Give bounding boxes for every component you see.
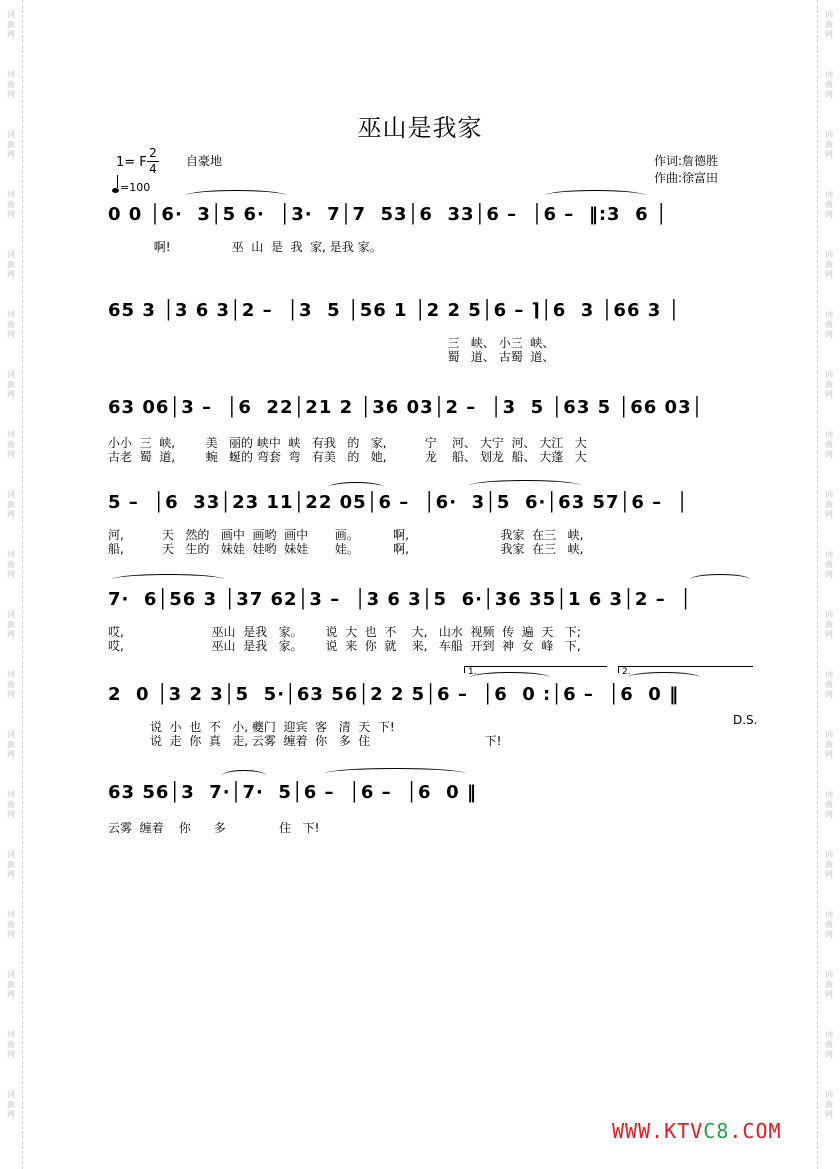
watermark-char: 曲 [7, 680, 15, 689]
watermark-char: 曲 [825, 1100, 833, 1109]
watermark-char: 网 [825, 210, 833, 219]
watermark-char: 曲 [825, 620, 833, 629]
watermark-char: 词 [825, 670, 833, 679]
watermark-char: 网 [825, 150, 833, 159]
watermark-char: 曲 [825, 800, 833, 809]
watermark-char: 曲 [825, 140, 833, 149]
watermark-char: 词 [825, 190, 833, 199]
slur-mark [112, 574, 224, 585]
watermark-char: 曲 [7, 500, 15, 509]
watermark-char: 词 [825, 790, 833, 799]
slur-mark [186, 190, 286, 201]
watermark-char: 曲 [825, 680, 833, 689]
watermark-char: 网 [7, 1050, 15, 1059]
notation-line: 65 3 │3 6 3│2 – │3 5 │56 1 │2 2 5│6 – ⌉│6 3 │66 3 │ [108, 300, 681, 321]
watermark-char: 网 [825, 90, 833, 99]
watermark-char: 曲 [7, 920, 15, 929]
watermark-char: 网 [825, 30, 833, 39]
time-signature-bottom: 4 [149, 162, 157, 176]
notation-line: 5 – │6 33│23 11│22 05│6 – │6· 3│5 6·│63 57│6 – │ [108, 492, 689, 513]
lyrics-verse-1: 小小 三 峡, 美 丽的 峡中 峡 有我 的 家, 宁 河、 大宁 河、 大江 大 [108, 436, 587, 450]
time-signature-top: 2 [149, 146, 157, 160]
watermark-char: 词 [7, 670, 15, 679]
song-title: 巫山是我家 [357, 114, 483, 142]
watermark-char: 曲 [7, 560, 15, 569]
site-name-part-c: .COM [729, 1119, 782, 1143]
watermark-char: 曲 [7, 1100, 15, 1109]
watermark-char: 曲 [825, 440, 833, 449]
lyrics-verse-1: 哎, 巫山 是我 家。 说 大 也 不 大, 山水 视频 传 遍 天 下; [108, 625, 581, 639]
watermark-char: 词 [7, 790, 15, 799]
watermark-char: 词 [825, 250, 833, 259]
slur-mark [470, 672, 550, 683]
lyrics-verse-2: 哎, 巫山 是我 家。 说 来 你 就 来, 车船 开到 神 女 峰 下, [108, 639, 581, 653]
volta-2-label: 2. [622, 667, 631, 677]
watermark-char: 词 [825, 1030, 833, 1039]
watermark-char: 曲 [825, 200, 833, 209]
watermark-char: 曲 [7, 860, 15, 869]
lyrics-verse-1: 啊! 巫 山 是 我 家, 是我 家。 [108, 240, 382, 254]
key-signature: 1= F [116, 155, 147, 170]
watermark-char: 词 [825, 610, 833, 619]
volta-bracket-1 [464, 666, 607, 677]
lyrics-verse-2: 蜀 道、 古蜀 道、 [108, 350, 555, 364]
watermark-char: 词 [825, 730, 833, 739]
watermark-char: 网 [7, 270, 15, 279]
watermark-char: 曲 [7, 800, 15, 809]
volta-bracket-2 [618, 666, 753, 677]
watermark-char: 曲 [825, 560, 833, 569]
watermark-char: 网 [7, 450, 15, 459]
watermark-char: 曲 [7, 440, 15, 449]
watermark-char: 网 [7, 930, 15, 939]
time-signature [147, 147, 159, 176]
watermark-char: 曲 [825, 80, 833, 89]
watermark-char: 词 [825, 10, 833, 19]
watermark-char: 网 [825, 330, 833, 339]
watermark-char: 网 [7, 870, 15, 879]
watermark-char: 网 [7, 510, 15, 519]
watermark-char: 曲 [825, 500, 833, 509]
watermark-char: 网 [825, 390, 833, 399]
watermark-char: 网 [825, 690, 833, 699]
watermark-char: 网 [825, 450, 833, 459]
watermark-char: 词 [825, 1090, 833, 1099]
lyricist-credit: 作词:詹德胜 [654, 154, 719, 168]
watermark-char: 词 [825, 970, 833, 979]
slur-mark [690, 574, 750, 585]
volta-1-label: 1. [468, 667, 477, 677]
watermark-char: 曲 [7, 80, 15, 89]
watermark-char: 词 [7, 550, 15, 559]
watermark-char: 曲 [7, 740, 15, 749]
watermark-char: 网 [825, 1110, 833, 1119]
slur-mark [470, 480, 580, 491]
composer-credit: 作曲:徐富田 [654, 171, 719, 185]
dal-segno-mark: D.S. [733, 713, 758, 727]
watermark-char: 网 [7, 150, 15, 159]
lyrics-verse-2: 古老 蜀 道, 蜿 蜒的 弯套 弯 有美 的 她, 龙 船、 划龙 船、 大蓬 大 [108, 450, 587, 464]
watermark-char: 曲 [7, 980, 15, 989]
watermark-char: 词 [7, 10, 15, 19]
watermark-char: 曲 [825, 380, 833, 389]
watermark-char: 词 [7, 70, 15, 79]
watermark-char: 网 [7, 690, 15, 699]
watermark-char: 网 [825, 870, 833, 879]
watermark-char: 网 [825, 750, 833, 759]
watermark-char: 词 [7, 190, 15, 199]
slur-mark [222, 770, 266, 781]
watermark-char: 曲 [825, 920, 833, 929]
watermark-char: 词 [7, 1090, 15, 1099]
watermark-char: 网 [7, 630, 15, 639]
watermark-char: 网 [7, 570, 15, 579]
watermark-char: 词 [825, 910, 833, 919]
watermark-char: 网 [825, 510, 833, 519]
watermark-char: 网 [825, 810, 833, 819]
watermark-char: 词 [825, 550, 833, 559]
watermark-char: 词 [825, 70, 833, 79]
watermark-char: 曲 [825, 740, 833, 749]
watermark-char: 词 [7, 250, 15, 259]
watermark-char: 网 [7, 1110, 15, 1119]
watermark-char: 词 [825, 850, 833, 859]
watermark-char: 网 [825, 990, 833, 999]
watermark-char: 网 [7, 390, 15, 399]
watermark-char: 曲 [7, 380, 15, 389]
watermark-char: 词 [825, 370, 833, 379]
watermark-char: 网 [7, 990, 15, 999]
lyrics-verse-2: 说 走 你 真 走, 云雾 缠着 你 多 住 下! [108, 734, 502, 748]
watermark-char: 曲 [7, 620, 15, 629]
watermark-char: 曲 [7, 140, 15, 149]
watermark-char: 词 [7, 130, 15, 139]
site-name-part-a: WWW.KTV [612, 1119, 704, 1143]
watermark-char: 词 [825, 310, 833, 319]
slur-mark [328, 482, 384, 493]
watermark-char: 曲 [825, 860, 833, 869]
lyrics-verse-2: 船, 天 生的 妹娃 娃哟 妹娃 娃。 啊, 我家 在三 峡, [108, 542, 584, 556]
watermark-char: 曲 [825, 1040, 833, 1049]
watermark-char: 曲 [7, 1040, 15, 1049]
watermark-char: 网 [7, 90, 15, 99]
watermark-char: 词 [825, 490, 833, 499]
lyrics-verse-1: 三 峡、 小三 峡、 [108, 336, 555, 350]
watermark-char: 网 [825, 930, 833, 939]
watermark-char: 曲 [825, 980, 833, 989]
watermark-char: 词 [7, 850, 15, 859]
lyrics-verse-1: 说 小 也 不 小, 夔门 迎宾 客 清 天 下! [108, 720, 395, 734]
watermark-char: 曲 [7, 200, 15, 209]
watermark-char: 网 [825, 570, 833, 579]
watermark-char: 词 [7, 610, 15, 619]
quarter-note-icon [112, 188, 119, 193]
site-watermark [612, 1119, 782, 1143]
left-watermark-strip [0, 0, 23, 1169]
notation-line: 0 0 │6· 3│5 6· │3· 7│7 53│6 33│6 – │6 – ‖:3 6 │ [108, 204, 668, 225]
watermark-char: 曲 [825, 20, 833, 29]
watermark-char: 网 [825, 270, 833, 279]
expression-marking: 自豪地 [186, 154, 223, 168]
notation-line: 2 0 │3 2 3│5 5·│63 56│2 2 5│6 – │6 0 :│6 – │6 0 ‖ [108, 684, 680, 705]
watermark-char: 词 [825, 430, 833, 439]
slur-mark [545, 190, 645, 201]
watermark-char: 曲 [825, 260, 833, 269]
watermark-char: 网 [825, 630, 833, 639]
watermark-char: 网 [7, 750, 15, 759]
watermark-char: 网 [7, 210, 15, 219]
watermark-char: 曲 [7, 260, 15, 269]
watermark-char: 词 [7, 1030, 15, 1039]
watermark-char: 曲 [7, 320, 15, 329]
site-name-part-b: C8 [703, 1119, 730, 1143]
notation-line: 63 06│3 – │6 22│21 2 │36 03│2 – │3 5 │63 5 │66 03│ [108, 397, 704, 418]
lyrics-verse-1: 河, 天 然的 画中 画哟 画中 画。 啊, 我家 在三 峡, [108, 528, 584, 542]
notation-line: 63 56│3 7·│7· 5│6 – │6 – │6 0 ‖ [108, 782, 477, 803]
watermark-char: 词 [825, 130, 833, 139]
watermark-char: 词 [7, 910, 15, 919]
slur-mark [325, 768, 465, 779]
tempo-marking [112, 178, 150, 194]
notation-line: 7· 6│56 3 │37 62│3 – │3 6 3│5 6·│36 35│1 6 3│2 – │ [108, 589, 693, 610]
tempo-value: =100 [120, 181, 151, 194]
watermark-char: 曲 [825, 320, 833, 329]
watermark-char: 词 [7, 730, 15, 739]
note-stem [117, 175, 118, 188]
watermark-char: 网 [7, 30, 15, 39]
watermark-char: 词 [7, 370, 15, 379]
watermark-char: 词 [7, 430, 15, 439]
watermark-char: 词 [7, 970, 15, 979]
watermark-char: 网 [7, 810, 15, 819]
watermark-char: 网 [7, 330, 15, 339]
watermark-char: 曲 [7, 20, 15, 29]
watermark-char: 词 [7, 310, 15, 319]
watermark-char: 词 [7, 490, 15, 499]
watermark-char: 网 [825, 1050, 833, 1059]
right-watermark-strip [817, 0, 840, 1169]
slur-mark [628, 672, 700, 683]
lyrics-verse-1: 云雾 缠着 你 多 住 下! [108, 821, 320, 835]
